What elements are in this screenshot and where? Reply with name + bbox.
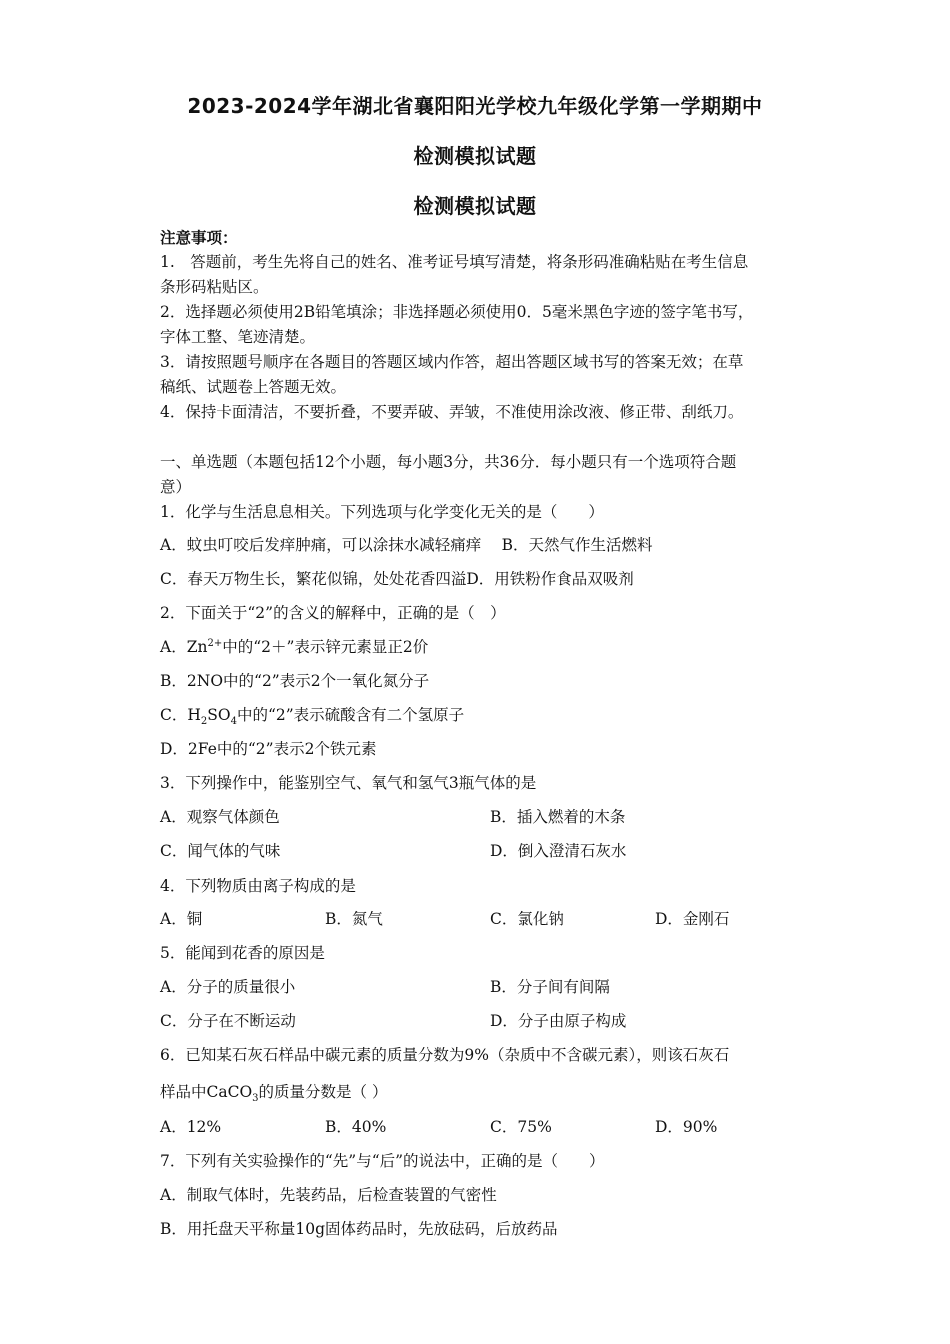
question-5-stem: 5．能闻到花香的原因是 [160, 944, 325, 962]
question-3-option-d: D．倒入澄清石灰水 [490, 842, 627, 860]
question-1-options-row-1: A．蚊虫叮咬后发痒肿痛，可以涂抹水减轻痛痒 B．天然气作生活燃料 [160, 536, 653, 554]
exam-title-line-1: 2023-2024学年湖北省襄阳阳光学校九年级化学第一学期期中 [187, 94, 763, 118]
question-7-option-b: B．用托盘天平称量10g固体药品时，先放砝码，后放药品 [160, 1220, 558, 1238]
question-6-option-b: B．40% [325, 1118, 387, 1136]
note-1-line-2: 条形码粘贴区。 [160, 278, 269, 296]
question-6-option-a: A．12% [160, 1118, 222, 1136]
question-3-option-c: C．闻气体的气味 [160, 842, 281, 860]
note-3-line-1: 3．请按照题号顺序在各题目的答题区域内作答，超出答题区域书写的答案无效；在草 [160, 353, 744, 371]
q2-c-prefix: C．H [160, 706, 201, 724]
question-6-stem-line-1: 6．已知某石灰石样品中碳元素的质量分数为9%（杂质中不含碳元素），则该石灰石 [160, 1046, 730, 1064]
question-6-option-c: C．75% [490, 1118, 552, 1136]
notes-heading: 注意事项： [160, 228, 238, 247]
question-4-option-d: D．金刚石 [655, 910, 730, 928]
note-2-line-2: 字体工整、笔迹清楚。 [160, 328, 316, 346]
question-2-option-b: B．2NO中的“2”表示2个一氧化氮分子 [160, 672, 430, 690]
question-7-stem: 7．下列有关实验操作的“先”与“后”的说法中，正确的是（ ） [160, 1152, 605, 1170]
note-3-line-2: 稿纸、试题卷上答题无效。 [160, 378, 347, 396]
note-2-line-1: 2．选择题必须使用2B铅笔填涂；非选择题必须使用0．5毫米黑色字迹的签字笔书写， [160, 303, 754, 321]
question-2-option-d: D．2Fe中的“2”表示2个铁元素 [160, 740, 377, 758]
question-4-stem: 4．下列物质由离子构成的是 [160, 877, 356, 895]
q6-stem-prefix: 样品中CaCO [160, 1083, 253, 1101]
question-7-option-a: A．制取气体时，先装药品，后检查装置的气密性 [160, 1186, 497, 1204]
question-4-option-a: A．铜 [160, 910, 203, 928]
q6-stem-subscript: 3 [252, 1093, 259, 1105]
question-4-option-c: C．氯化钠 [490, 910, 564, 928]
q2-a-prefix: A．Zn [160, 638, 208, 656]
q6-stem-suffix: 的质量分数是（ ） [258, 1083, 388, 1101]
question-5-option-c: C．分子在不断运动 [160, 1012, 296, 1030]
question-5-option-d: D．分子由原子构成 [490, 1012, 627, 1030]
q2-a-text: 中的“2＋”表示锌元素显正2价 [222, 638, 429, 656]
question-2-option-c [160, 705, 800, 728]
question-6-option-d: D．90% [655, 1118, 718, 1136]
exam-subtitle: 检测模拟试题 [413, 194, 537, 218]
question-3-option-a: A．观察气体颜色 [160, 808, 280, 826]
q2-c-subscript-2: 4 [230, 716, 237, 728]
question-6-stem-line-2 [160, 1082, 800, 1105]
section-heading-line-2: 意） [160, 478, 192, 496]
question-1-stem: 1．化学与生活息息相关。下列选项与化学变化无关的是（ ） [160, 503, 604, 521]
section-heading-line-1: 一、单选题（本题包括12个小题，每小题3分，共36分．每小题只有一个选项符合题 [160, 453, 737, 471]
question-3-option-b: B．插入燃着的木条 [490, 808, 626, 826]
q2-c-text: 中的“2”表示硫酸含有二个氢原子 [236, 706, 465, 724]
q2-c-subscript-1: 2 [200, 716, 208, 728]
q2-c-mid: SO [207, 706, 231, 724]
note-1-line-1: 1. 答题前，考生先将自己的姓名、准考证号填写清楚，将条形码准确粘贴在考生信息 [160, 253, 749, 271]
question-3-stem: 3．下列操作中，能鉴别空气、氧气和氢气3瓶气体的是 [160, 774, 537, 792]
question-2-stem: 2．下面关于“2”的含义的解释中，正确的是（ ） [160, 604, 506, 622]
question-5-option-b: B．分子间有间隔 [490, 978, 610, 996]
question-2-option-a [160, 637, 800, 657]
question-5-option-a: A．分子的质量很小 [160, 978, 296, 996]
question-4-option-b: B．氮气 [325, 910, 383, 928]
question-1-options-row-2: C．春天万物生长，繁花似锦，处处花香四溢D．用铁粉作食品双吸剂 [160, 570, 634, 588]
q2-a-superscript: 2+ [207, 637, 223, 649]
exam-title-line-2: 检测模拟试题 [413, 144, 537, 168]
note-4: 4．保持卡面清洁，不要折叠，不要弄破、弄皱，不准使用涂改液、修正带、刮纸刀。 [160, 403, 744, 421]
